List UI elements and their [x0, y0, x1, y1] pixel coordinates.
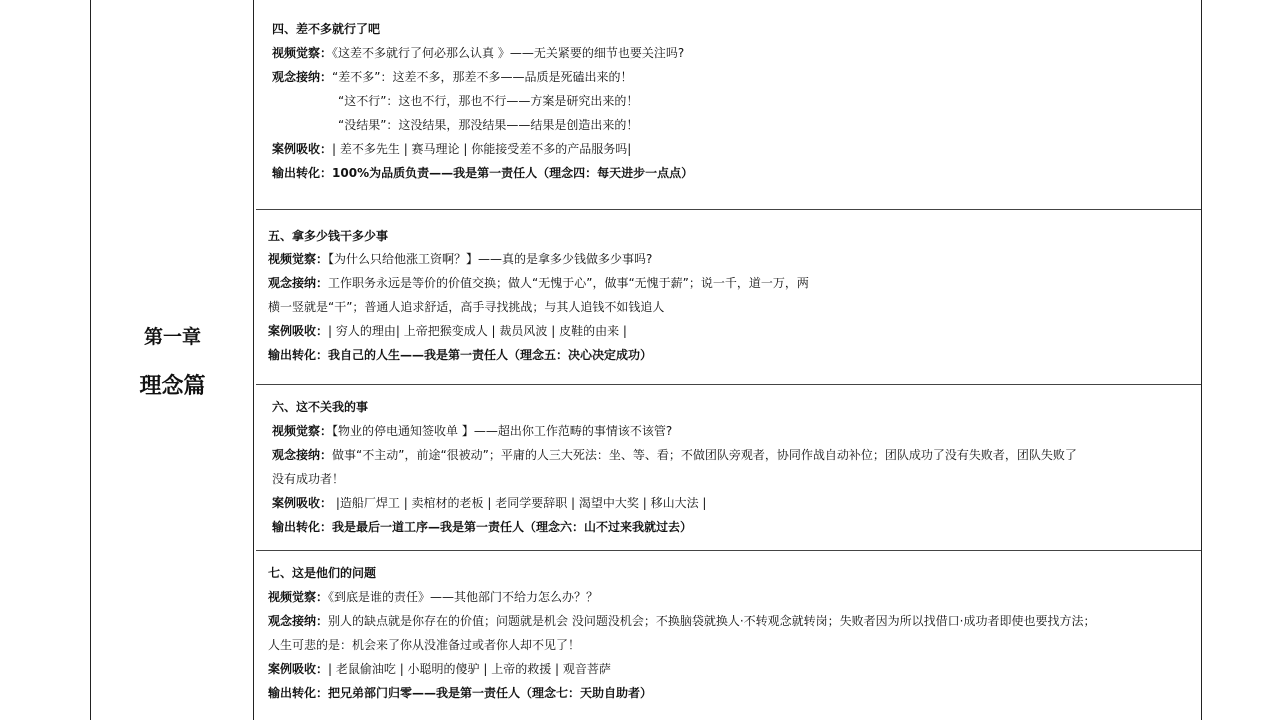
section-7: [254, 551, 1201, 720]
output-row: [268, 685, 652, 701]
case-text: | 穷人的理由| 上帝把猴变成人 | 裁员风波 | 皮鞋的由来 |: [328, 324, 627, 338]
concept-line: 工作职务永远是等价的价值交换；做人“无愧于心”，做事“无愧于薪”；说一千，道一万，两: [328, 276, 809, 290]
concept-row: [272, 447, 1077, 463]
case-row: [268, 323, 627, 339]
concept-line: 别人的缺点就是你存在的价值；问题就是机会 没问题没机会；不换脑袋就换人·不转观念就转岗；失败者因为所以找借口·成功者即使也要找方法；: [328, 614, 1096, 628]
content-table: [90, 0, 1202, 720]
sections-column: [254, 0, 1201, 720]
output-text: 我是最后一道工序—我是第一责任人（理念六：山不过来我就过去）: [332, 520, 693, 534]
concept-row: [268, 275, 809, 291]
output-row: [272, 165, 693, 181]
video-label: 视频觉察：: [268, 252, 329, 266]
case-text: |造船厂焊工 | 卖棺材的老板 | 老同学要辞职 | 渴望中大奖 | 移山大法 |: [332, 496, 707, 510]
video-text: 【为什么只给他涨工资啊？】——真的是拿多少钱做多少事吗?: [328, 252, 653, 266]
chapter-cell: [91, 0, 254, 720]
section-5: [254, 210, 1201, 384]
video-text: 【物业的停电通知签收单 】——超出你工作范畴的事情该不该管?: [332, 424, 673, 438]
output-row: [268, 347, 652, 363]
concept-line: 人生可悲的是：机会来了你从没准备过或者你人却不见了！: [268, 638, 581, 652]
output-label: 输出转化：: [268, 348, 329, 362]
concept-row: [268, 613, 1095, 629]
video-label: 视频觉察：: [272, 424, 333, 438]
section-title: 七、这是他们的问题: [268, 566, 377, 580]
case-row: [268, 661, 611, 677]
output-text: 100%为品质负责——我是第一责任人（理念四：每天进步一点点）: [332, 166, 694, 180]
chapter-number: 第一章: [143, 326, 201, 348]
concept-label: 观念接纳：: [272, 448, 333, 462]
output-text: 把兄弟部门归零——我是第一责任人（理念七：天助自助者）: [328, 686, 653, 700]
output-row: [272, 519, 692, 535]
case-row: [272, 495, 706, 511]
section-title: 五、拿多少钱干多少事: [268, 229, 389, 243]
video-label: 视频觉察：: [268, 590, 329, 604]
case-text: | 差不多先生 | 赛马理论 | 你能接受差不多的产品服务吗|: [332, 142, 632, 156]
concept-row: [272, 69, 632, 85]
case-text: | 老鼠偷油吃 | 小聪明的傻驴 | 上帝的救援 | 观音菩萨: [328, 662, 611, 676]
case-label: 案例吸收：: [268, 324, 329, 338]
concept-line: “这不行”：这也不行，那也不行——方案是研究出来的！: [338, 94, 639, 108]
video-row: [272, 45, 684, 61]
video-text: 《到底是谁的责任》——其他部门不给力怎么办？？: [328, 590, 599, 604]
video-row: [268, 251, 652, 267]
section-title: 六、这不关我的事: [272, 400, 369, 414]
case-label: 案例吸收：: [268, 662, 329, 676]
concept-line: 横一竖就是“干”；普通人追求舒适，高手寻找挑战；与其人追钱不如钱追人: [268, 300, 665, 314]
video-text: 《这差不多就行了何必那么认真 》——无关紧要的细节也要关注吗?: [332, 46, 685, 60]
video-row: [272, 423, 672, 439]
section-6: [254, 385, 1201, 550]
video-label: 视频觉察：: [272, 46, 333, 60]
concept-label: 观念接纳：: [272, 70, 333, 84]
concept-line: 做事“不主动”，前途“很被动”；平庸的人三大死法：坐、等、看；不做团队旁观者，协同作战自动补位；团队成功了没有失败者，团队失败了: [332, 448, 1077, 462]
concept-line: “差不多”：这差不多，那差不多——品质是死磕出来的！: [332, 70, 633, 84]
case-row: [272, 141, 631, 157]
output-label: 输出转化：: [272, 166, 333, 180]
case-label: 案例吸收：: [272, 496, 333, 510]
chapter-name: 理念篇: [139, 374, 206, 399]
output-label: 输出转化：: [272, 520, 333, 534]
output-text: 我自己的人生——我是第一责任人（理念五：决心决定成功）: [328, 348, 653, 362]
output-label: 输出转化：: [268, 686, 329, 700]
concept-label: 观念接纳：: [268, 276, 329, 290]
video-row: [268, 589, 598, 605]
section-4: [254, 0, 1201, 209]
concept-line: “没结果”：这没结果，那没结果——结果是创造出来的！: [338, 118, 639, 132]
section-title: 四、差不多就行了吧: [272, 22, 381, 36]
case-label: 案例吸收：: [272, 142, 333, 156]
concept-label: 观念接纳：: [268, 614, 329, 628]
concept-line: 没有成功者！: [272, 472, 345, 486]
